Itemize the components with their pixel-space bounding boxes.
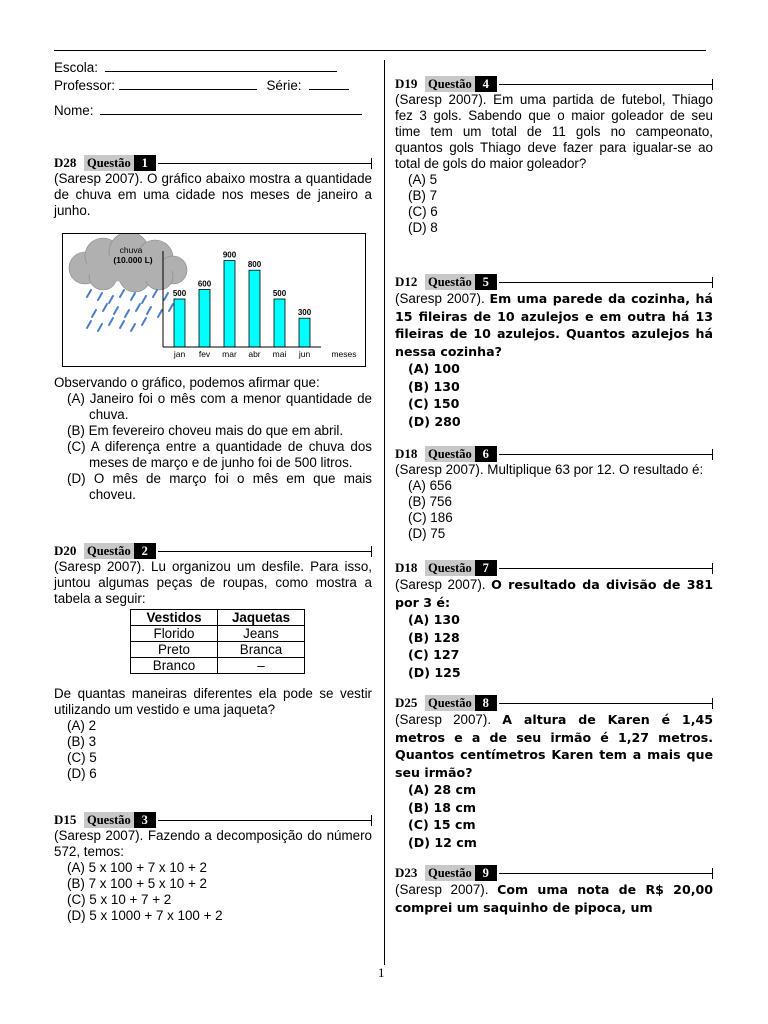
option-b[interactable]: (B) 3 bbox=[67, 734, 97, 749]
question-2-text: (Saresp 2007). Lu organizou um desfile. Para isso, juntou algumas peças de roupas, como mostra a tabela a seguir: bbox=[54, 559, 372, 606]
rain-chart-svg bbox=[63, 234, 365, 366]
header-rule bbox=[158, 163, 372, 164]
question-1-header bbox=[54, 155, 372, 171]
header-rule bbox=[158, 551, 372, 552]
question-label: Questão bbox=[84, 155, 134, 171]
bar-value-label: 900 bbox=[222, 250, 237, 260]
option-a[interactable]: (A) 5 x 100 + 7 x 10 + 2 bbox=[67, 860, 207, 875]
option-a[interactable]: (A) 5 bbox=[408, 172, 438, 187]
escola-row bbox=[54, 58, 372, 76]
rain-drop bbox=[92, 310, 96, 317]
descriptor-code: D20 bbox=[54, 543, 77, 558]
rain-drop bbox=[147, 307, 151, 314]
bar-value-label: 600 bbox=[197, 279, 212, 289]
option-d[interactable]: (D) 12 cm bbox=[408, 834, 477, 850]
question-9-source: (Saresp 2007). bbox=[395, 882, 498, 897]
right-column bbox=[395, 76, 713, 916]
option-b[interactable]: (B) Em fevereiro choveu mais do que em abril. bbox=[67, 423, 344, 438]
option-c[interactable]: (C) 15 cm bbox=[408, 817, 476, 832]
option-b[interactable]: (B) 7 bbox=[408, 188, 438, 203]
x-axis-label: meses bbox=[331, 349, 357, 359]
question-9-text bbox=[395, 881, 713, 916]
option-b[interactable]: (B) 130 bbox=[408, 378, 460, 394]
descriptor-code: D18 bbox=[395, 560, 418, 575]
professor-row bbox=[54, 76, 372, 94]
escola-label: Escola: bbox=[54, 60, 98, 75]
option-d[interactable]: (D) 280 bbox=[408, 413, 461, 429]
nome-label: Nome: bbox=[54, 103, 94, 118]
serie-label: Série: bbox=[266, 78, 302, 93]
escola-field[interactable] bbox=[105, 58, 337, 72]
option-d[interactable]: (D) 75 bbox=[408, 526, 446, 541]
header-rule bbox=[499, 454, 713, 455]
question-label: Questão bbox=[425, 695, 475, 711]
question-4 bbox=[395, 76, 713, 236]
descriptor-code: D23 bbox=[395, 865, 418, 880]
option-c[interactable]: (C) 186 bbox=[408, 510, 453, 525]
header-rule bbox=[499, 282, 713, 283]
bar-abr bbox=[249, 270, 260, 347]
rain-drop bbox=[142, 318, 146, 325]
question-label: Questão bbox=[84, 812, 134, 828]
serie-field[interactable] bbox=[309, 76, 349, 90]
header-rule bbox=[499, 873, 713, 874]
header-rule bbox=[499, 703, 713, 704]
table-header: Jaquetas bbox=[218, 610, 305, 626]
x-tick-label: fev bbox=[198, 349, 211, 359]
question-6-text: (Saresp 2007). Multiplique 63 por 12. O resultado é: bbox=[395, 462, 704, 477]
descriptor-code: D18 bbox=[395, 446, 418, 461]
rain-drop bbox=[169, 304, 173, 311]
header-rule bbox=[158, 820, 372, 821]
bar-value-label: 500 bbox=[172, 289, 187, 298]
option-c[interactable]: (C) 5 bbox=[67, 750, 97, 765]
rain-chart bbox=[62, 233, 366, 367]
option-a[interactable]: (A) 100 bbox=[408, 361, 460, 376]
rain-drop bbox=[120, 321, 124, 328]
rain-drop bbox=[114, 307, 118, 314]
question-1-prompt: Observando o gráfico, podemos afirmar que: bbox=[54, 375, 320, 390]
table-row bbox=[131, 626, 305, 642]
bar-jan bbox=[174, 299, 185, 347]
question-3-text: (Saresp 2007). Fazendo a decomposição do número 572, temos: bbox=[54, 828, 372, 859]
rain-drop bbox=[98, 293, 102, 300]
bar-value-label: 300 bbox=[297, 308, 312, 318]
bar-mar bbox=[224, 261, 235, 347]
question-8 bbox=[395, 695, 713, 851]
rain-drops-icon bbox=[87, 290, 173, 331]
question-number: 5 bbox=[475, 274, 497, 290]
question-8-header bbox=[395, 695, 713, 711]
question-7 bbox=[395, 560, 713, 681]
rain-drop bbox=[142, 296, 146, 303]
cloud-label-line1: chuva bbox=[119, 245, 143, 255]
option-b[interactable]: (B) 756 bbox=[408, 494, 452, 509]
question-2 bbox=[54, 543, 372, 782]
question-5-source: (Saresp 2007). bbox=[395, 291, 490, 306]
table-cell: Florido bbox=[131, 626, 218, 642]
rain-drop bbox=[109, 296, 113, 303]
option-a[interactable]: (A) 28 cm bbox=[408, 782, 477, 797]
rain-drop bbox=[125, 310, 129, 317]
nome-row bbox=[54, 101, 372, 119]
option-a[interactable]: (A) 656 bbox=[408, 478, 452, 493]
option-c[interactable]: (C) 150 bbox=[408, 396, 460, 411]
question-9-statement: Com uma nota de R$ 20,00 comprei um saquinho de pipoca, um bbox=[395, 882, 714, 915]
question-4-text: (Saresp 2007). Em uma partida de futebol, Thiago fez 3 gols. Sabendo que o maior goleador de seu time tem um total de 11 gols no campeonato, quantos gols Thiago deve fazer para igualar-se ao total de gols do maior goleador? bbox=[395, 92, 713, 171]
question-8-statement: A altura de Karen é 1,45 metros e a de seu irmão é 1,27 metros. Quantos centímetros Karen tem a mais que seu irmão? bbox=[395, 712, 714, 780]
cloud-label-line2: (10.000 L) bbox=[113, 255, 153, 265]
question-label: Questão bbox=[425, 274, 475, 290]
table-cell: Branca bbox=[218, 642, 305, 658]
x-tick-label: mar bbox=[222, 349, 237, 359]
question-2-prompt: De quantas maneiras diferentes ela pode se vestir utilizando um vestido e uma jaqueta? bbox=[54, 686, 372, 717]
table-row bbox=[131, 658, 305, 674]
option-c[interactable]: (C) 6 bbox=[408, 204, 438, 219]
question-6-header bbox=[395, 446, 713, 462]
option-d[interactable]: (D) 5 x 1000 + 7 x 100 + 2 bbox=[67, 908, 223, 923]
question-7-text bbox=[395, 576, 713, 611]
descriptor-code: D12 bbox=[395, 274, 418, 289]
option-c[interactable]: (C) 127 bbox=[408, 647, 460, 662]
bar-fev bbox=[199, 289, 210, 347]
nome-field[interactable] bbox=[100, 101, 362, 115]
question-7-source: (Saresp 2007). bbox=[395, 577, 492, 592]
question-1 bbox=[54, 155, 372, 503]
question-5-statement: Em uma parede da cozinha, há 15 fileiras de 10 azulejos e em outra há 13 fileiras de 10 azulejos. Quantos azulejos há nessa cozinha? bbox=[395, 291, 714, 359]
header-rule bbox=[499, 84, 713, 85]
option-d[interactable]: (D) 8 bbox=[408, 220, 438, 235]
left-column bbox=[54, 58, 372, 924]
question-4-options bbox=[395, 172, 713, 236]
question-8-text bbox=[395, 711, 713, 781]
option-a[interactable]: (A) Janeiro foi o mês com a menor quantidade de chuva. bbox=[67, 391, 372, 422]
question-7-header bbox=[395, 560, 713, 576]
page-number: 1 bbox=[378, 965, 385, 980]
rain-drop bbox=[136, 304, 140, 311]
x-tick-label: abr bbox=[248, 349, 261, 359]
question-3-header bbox=[54, 812, 372, 828]
question-5 bbox=[395, 274, 713, 430]
question-number: 4 bbox=[475, 76, 497, 92]
question-7-statement: O resultado da divisão de 381 por 3 é: bbox=[395, 577, 713, 610]
x-tick-label: mai bbox=[272, 349, 287, 359]
question-1-options bbox=[54, 391, 372, 503]
rain-drop bbox=[98, 324, 102, 331]
question-6-options bbox=[395, 478, 713, 542]
question-number: 9 bbox=[475, 865, 497, 881]
question-3 bbox=[54, 812, 372, 924]
question-number: 8 bbox=[475, 695, 497, 711]
descriptor-code: D28 bbox=[54, 155, 77, 170]
question-number: 6 bbox=[475, 446, 497, 462]
clothes-table bbox=[130, 609, 305, 674]
x-tick-label: jan bbox=[173, 349, 186, 359]
question-3-options bbox=[54, 860, 372, 924]
column-divider bbox=[384, 60, 385, 965]
question-2-header bbox=[54, 543, 372, 559]
header-rule bbox=[499, 568, 713, 569]
table-cell: – bbox=[218, 658, 305, 674]
option-a[interactable]: (A) 2 bbox=[67, 718, 97, 733]
top-rule bbox=[54, 50, 706, 51]
professor-field[interactable] bbox=[119, 76, 257, 90]
option-d[interactable]: (D) 125 bbox=[408, 664, 461, 680]
rain-drop bbox=[158, 310, 162, 317]
descriptor-code: D25 bbox=[395, 695, 418, 710]
rain-drop bbox=[153, 290, 157, 297]
question-1-text: (Saresp 2007). O gráfico abaixo mostra a quantidade de chuva em uma cidade nos meses de janeiro a junho. bbox=[54, 171, 372, 218]
question-8-source: (Saresp 2007). bbox=[395, 712, 503, 727]
question-label: Questão bbox=[425, 865, 475, 881]
question-5-text bbox=[395, 290, 713, 360]
rain-drop bbox=[120, 290, 124, 297]
question-6 bbox=[395, 446, 713, 542]
table-cell: Branco bbox=[131, 658, 218, 674]
question-2-options bbox=[54, 718, 372, 782]
question-7-options bbox=[395, 611, 713, 681]
bar-jun bbox=[299, 318, 310, 347]
table-cell: Jeans bbox=[218, 626, 305, 642]
rain-drop bbox=[131, 293, 135, 300]
question-number: 1 bbox=[134, 155, 156, 171]
option-b[interactable]: (B) 18 cm bbox=[408, 799, 476, 815]
rain-drop bbox=[103, 304, 107, 311]
descriptor-code: D19 bbox=[395, 76, 418, 91]
bar-mai bbox=[274, 299, 285, 347]
option-c[interactable]: (C) A diferença entre a quantidade de chuva dos meses de março e de junho foi de 500 litros. bbox=[67, 439, 372, 470]
question-label: Questão bbox=[425, 560, 475, 576]
question-number: 7 bbox=[475, 560, 497, 576]
professor-label: Professor: bbox=[54, 78, 116, 93]
question-label: Questão bbox=[84, 543, 134, 559]
question-9-header bbox=[395, 865, 713, 881]
rain-drop bbox=[109, 318, 113, 325]
rain-drop bbox=[131, 324, 135, 331]
question-number: 2 bbox=[134, 543, 156, 559]
x-tick-label: jun bbox=[298, 349, 311, 359]
option-c[interactable]: (C) 5 x 10 + 7 + 2 bbox=[67, 892, 172, 907]
rain-drop bbox=[87, 290, 91, 297]
question-5-header bbox=[395, 274, 713, 290]
table-row bbox=[131, 642, 305, 658]
question-8-options bbox=[395, 781, 713, 851]
option-b[interactable]: (B) 128 bbox=[408, 629, 460, 645]
table-header-row bbox=[131, 610, 305, 626]
bar-value-label: 500 bbox=[272, 289, 287, 298]
option-b[interactable]: (B) 7 x 100 + 5 x 10 + 2 bbox=[67, 876, 207, 891]
question-5-options bbox=[395, 360, 713, 430]
question-4-header bbox=[395, 76, 713, 92]
option-d[interactable]: (D) O mês de março foi o mês em que mais choveu. bbox=[67, 471, 372, 502]
option-a[interactable]: (A) 130 bbox=[408, 612, 460, 627]
question-label: Questão bbox=[425, 76, 475, 92]
descriptor-code: D15 bbox=[54, 812, 77, 827]
table-header: Vestidos bbox=[131, 610, 218, 626]
question-label: Questão bbox=[425, 446, 475, 462]
table-cell: Preto bbox=[131, 642, 218, 658]
rain-drop bbox=[164, 293, 168, 300]
rain-drop bbox=[87, 321, 91, 328]
question-number: 3 bbox=[134, 812, 156, 828]
bar-value-label: 800 bbox=[247, 260, 262, 270]
question-9 bbox=[395, 865, 713, 916]
option-d[interactable]: (D) 6 bbox=[67, 766, 97, 781]
